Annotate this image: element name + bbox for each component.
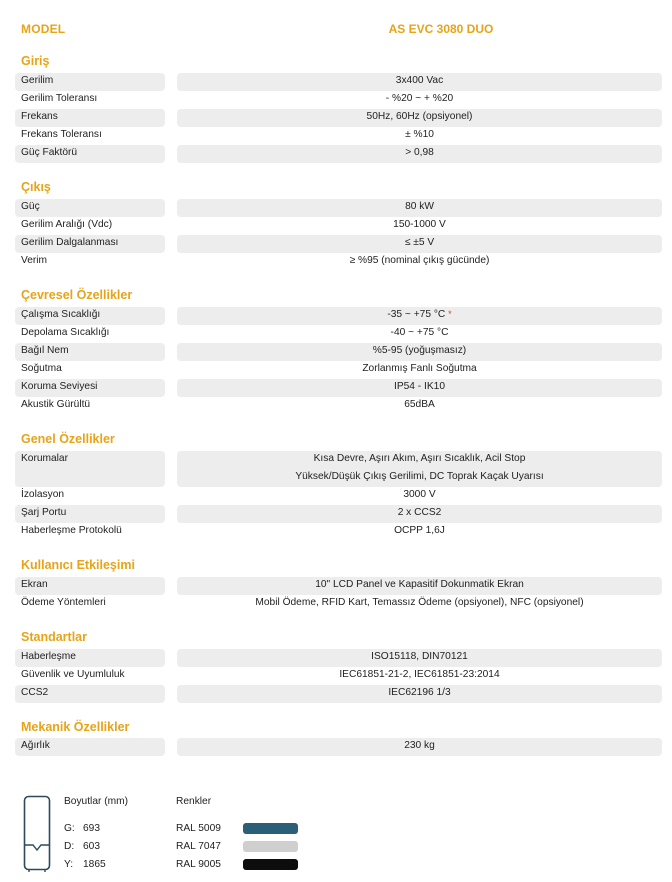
spec-row: [15, 127, 662, 145]
spec-row: [15, 505, 662, 523]
section-title-giris: Giriş: [21, 54, 50, 68]
spec-row: [15, 451, 662, 487]
dimension-key: Y:: [64, 859, 74, 870]
spec-row: [15, 487, 662, 505]
section-title-cevresel: Çevresel Özellikler: [21, 288, 133, 302]
spec-value: > 0,98: [405, 147, 434, 158]
footnote-mark: *: [448, 309, 452, 319]
spec-value: IP54 - IK10: [394, 381, 445, 392]
color-name: RAL 5009: [176, 823, 221, 834]
spec-label: Gerilim Dalgalanması: [21, 237, 119, 248]
spec-row: [15, 361, 662, 379]
color-swatch-ral-7047: [243, 841, 298, 852]
colors-title: Renkler: [176, 796, 212, 807]
spec-label: Verim: [21, 255, 48, 266]
spec-row: [15, 379, 662, 397]
spec-value: Zorlanmış Fanlı Soğutma: [362, 363, 477, 374]
spec-label: Gerilim Toleransı: [21, 93, 98, 104]
section-title-mekanik: Mekanik Özellikler: [21, 720, 130, 734]
spec-row: [15, 685, 662, 703]
spec-value: Mobil Ödeme, RFID Kart, Temassız Ödeme (opsiyonel), NFC (opsiyonel): [255, 597, 584, 608]
spec-label: Soğutma: [21, 363, 62, 374]
spec-value: IEC62196 1/3: [388, 687, 451, 698]
spec-label: Akustik Gürültü: [21, 399, 91, 410]
spec-row: [15, 325, 662, 343]
section-title-genel: Genel Özellikler: [21, 432, 115, 446]
spec-label: Şarj Portu: [21, 507, 67, 518]
spec-label: Ağırlık: [21, 740, 50, 751]
spec-row: [15, 738, 662, 756]
spec-label: Ekran: [21, 579, 48, 590]
spec-label: Gerilim Aralığı (Vdc): [21, 219, 113, 230]
spec-value: ISO15118, DIN70121: [371, 651, 468, 662]
spec-value: - %20 ~ + %20: [385, 93, 454, 104]
spec-value: 230 kg: [404, 740, 435, 751]
spec-label: Çalışma Sıcaklığı: [21, 309, 101, 320]
spec-row: [15, 91, 662, 109]
dimension-value: 1865: [83, 859, 106, 870]
dimension-key: D:: [64, 841, 75, 852]
spec-row: [15, 199, 662, 217]
spec-label: Bağıl Nem: [21, 345, 69, 356]
spec-label: CCS2: [21, 687, 49, 698]
section-title-cikis: Çıkış: [21, 180, 51, 194]
color-swatch-ral-9005: [243, 859, 298, 870]
spec-label: Haberleşme: [21, 651, 76, 662]
spec-label: Frekans Toleransı: [21, 129, 102, 140]
spec-label: Koruma Seviyesi: [21, 381, 98, 392]
model-header: [21, 22, 661, 38]
color-swatch-ral-5009: [243, 823, 298, 834]
spec-row: [15, 145, 662, 163]
spec-value: 3000 V: [403, 489, 436, 500]
spec-value: Kısa Devre, Aşırı Akım, Aşırı Sıcaklık, Acil Stop Yüksek/Düşük Çıkış Gerilimi, DC Toprak Kaçak Uyarısı: [295, 453, 544, 482]
spec-label: Korumalar: [21, 453, 68, 464]
spec-row: [15, 649, 662, 667]
color-name: RAL 7047: [176, 841, 221, 852]
section-title-kullanici: Kullanıcı Etkileşimi: [21, 558, 135, 572]
spec-label: İzolasyon: [21, 489, 65, 500]
spec-label: Güç Faktörü: [21, 147, 78, 158]
dimension-value: 603: [83, 841, 100, 852]
spec-row: [15, 397, 662, 415]
spec-value: 50Hz, 60Hz (opsiyonel): [366, 111, 473, 122]
spec-value: %5-95 (yoğuşmasız): [372, 345, 467, 356]
spec-value: 65dBA: [404, 399, 435, 410]
spec-value: IEC61851-21-2, IEC61851-23:2014: [339, 669, 500, 680]
spec-value: ≤ ±5 V: [404, 237, 435, 248]
charger-cabinet-icon: [23, 795, 51, 873]
spec-row: [15, 523, 662, 541]
spec-label: Depolama Sıcaklığı: [21, 327, 110, 338]
spec-label: Frekans: [21, 111, 58, 122]
spec-value: 3x400 Vac: [395, 75, 444, 86]
spec-value: 150-1000 V: [393, 219, 446, 230]
dimensions-title: Boyutlar (mm): [64, 796, 128, 807]
spec-row: [15, 73, 662, 91]
spec-row: [15, 217, 662, 235]
spec-label: Haberleşme Protokolü: [21, 525, 122, 536]
spec-row: [15, 253, 662, 271]
spec-row: [15, 307, 662, 325]
model-label: MODEL: [21, 22, 66, 36]
spec-row: [15, 577, 662, 595]
spec-label: Ödeme Yöntemleri: [21, 597, 106, 608]
dimension-value: 693: [83, 823, 100, 834]
spec-label: Gerilim: [21, 75, 54, 86]
spec-value: ≥ %95 (nominal çıkış gücünde): [349, 255, 490, 266]
spec-value: -40 ~ +75 °C: [390, 327, 449, 338]
spec-value: 10" LCD Panel ve Kapasitif Dokunmatik Ekran: [315, 579, 524, 590]
spec-row: [15, 235, 662, 253]
spec-row: [15, 109, 662, 127]
spec-row: [15, 667, 662, 685]
spec-row: [15, 595, 662, 613]
spec-value: 2 x CCS2: [397, 507, 442, 518]
spec-value: 80 kW: [405, 201, 434, 212]
model-value: AS EVC 3080 DUO: [388, 22, 494, 36]
section-title-standartlar: Standartlar: [21, 630, 87, 644]
color-name: RAL 9005: [176, 859, 221, 870]
dimension-key: G:: [64, 823, 75, 834]
spec-row: [15, 343, 662, 361]
spec-value: ± %10: [405, 129, 434, 140]
spec-value: -35 ~ +75 °C *: [387, 309, 452, 320]
spec-value: OCPP 1,6J: [394, 525, 445, 536]
spec-label: Güç: [21, 201, 40, 212]
spec-label: Güvenlik ve Uyumluluk: [21, 669, 125, 680]
